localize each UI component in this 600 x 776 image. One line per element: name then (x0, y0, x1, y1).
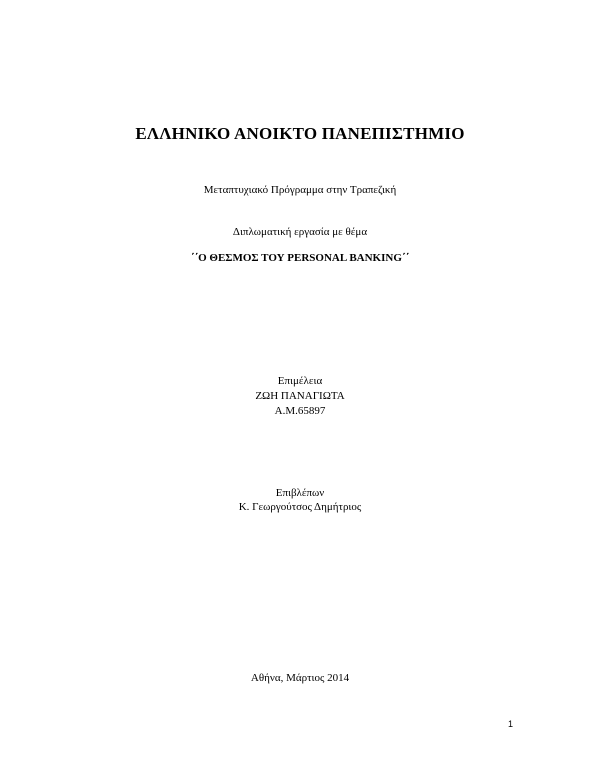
place-date: Αθήνα, Μάρτιος 2014 (250, 672, 350, 684)
university-title: ΕΛΛΗΝΙΚΟ ΑΝΟΙΚΤΟ ΠΑΝΕΠΙΣΤΗΜΙΟ (135, 124, 465, 143)
supervisor-label: Επιβλέπων (275, 487, 325, 499)
page-number: 1 (507, 719, 513, 729)
editor-label: Επιμέλεια (277, 375, 323, 387)
supervisor-name: Κ. Γεωργούτσος Δημήτριος (238, 501, 362, 513)
program-name: Μεταπτυχιακό Πρόγραμμα στην Τραπεζική (203, 184, 397, 196)
student-id: Α.Μ.65897 (274, 405, 326, 417)
thesis-topic: ΄΄Ο ΘΕΣΜΟΣ ΤΟΥ PERSONAL BANKING΄΄ (190, 252, 410, 264)
editor-name: ΖΩΗ ΠΑΝΑΓΙΩΤΑ (255, 390, 345, 402)
thesis-label: Διπλωματική εργασία με θέμα (232, 226, 368, 238)
